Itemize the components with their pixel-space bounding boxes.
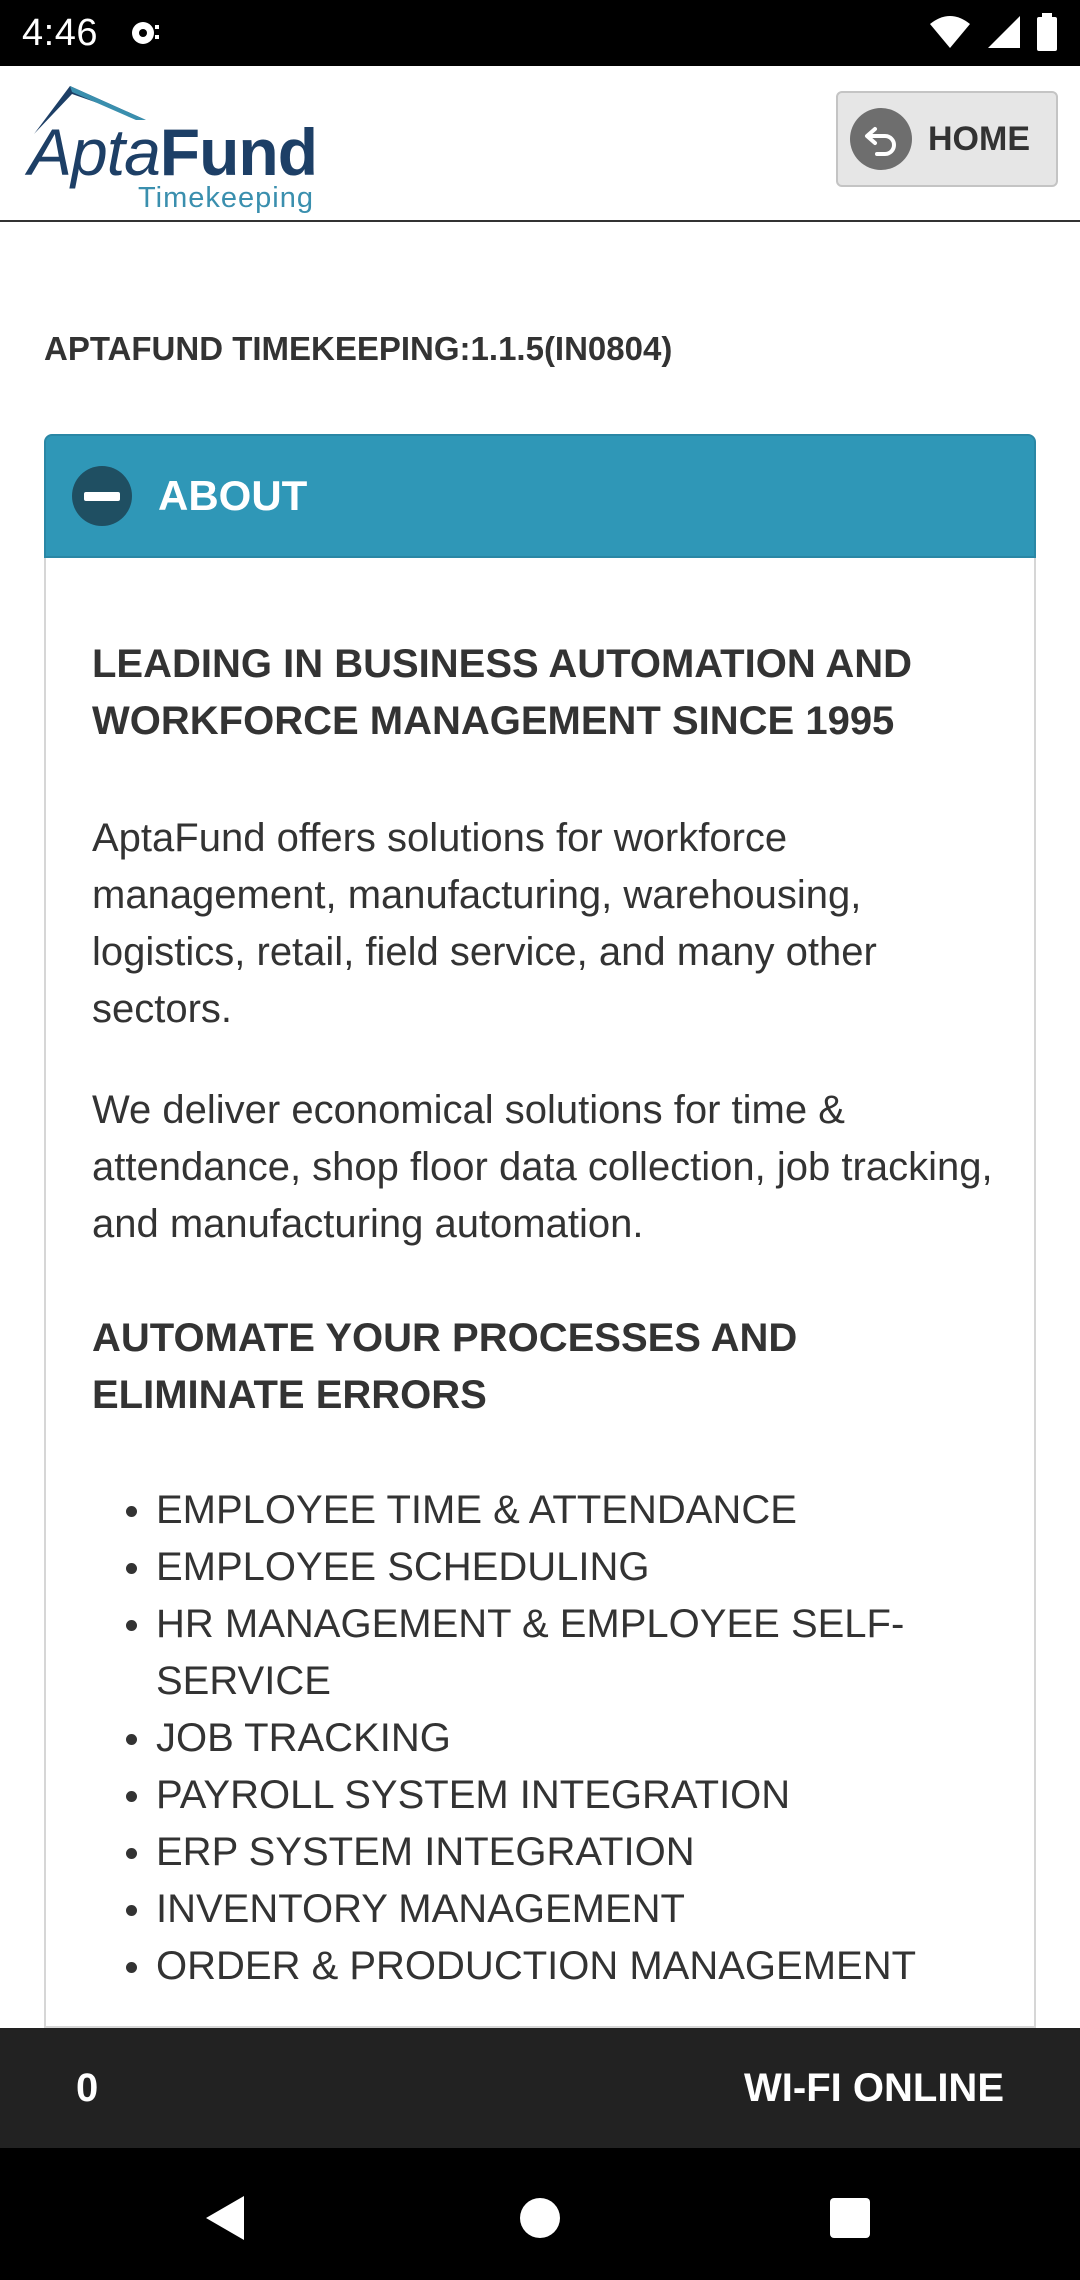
about-heading-automate: AUTOMATE YOUR PROCESSES AND ELIMINATE ERRORS [92, 1316, 798, 1417]
logo-subtitle: Timekeeping [138, 182, 314, 214]
about-panel-header[interactable] [44, 434, 1036, 558]
list-item: HR MANAGEMENT & EMPLOYEE SELF-SERVICE [156, 1596, 1036, 1710]
list-item: ERP SYSTEM INTEGRATION [156, 1824, 1036, 1881]
list-item: ORDER & PRODUCTION MANAGEMENT [156, 1938, 1036, 1995]
back-arrow-icon [850, 108, 912, 170]
signal-icon [986, 14, 1022, 50]
list-item: JOB TRACKING [156, 1710, 1036, 1767]
logo-wordmark: AptaFund [28, 115, 318, 189]
list-item: EMPLOYEE SCHEDULING [156, 1539, 1036, 1596]
about-heading-leading: LEADING IN BUSINESS AUTOMATION AND WORKFORCE MANAGEMENT SINCE 1995 [92, 642, 913, 743]
minus-circle-icon [72, 466, 132, 526]
app-header [0, 66, 1080, 222]
back-icon[interactable] [196, 2188, 256, 2248]
wifi-icon [928, 14, 972, 50]
about-panel-title: ABOUT [158, 472, 308, 519]
notification-app-icon [128, 15, 164, 51]
version-label: APTAFUND TIMEKEEPING:1.1.5(IN0804) [44, 330, 673, 367]
about-panel-body [44, 558, 1036, 2028]
list-item: EMPLOYEE TIME & ATTENDANCE [156, 1482, 1036, 1539]
footer-status-bar [0, 2028, 1080, 2148]
aptafund-logo [26, 76, 336, 216]
status-time: 4:46 [22, 12, 98, 54]
home-button[interactable] [836, 91, 1058, 187]
status-icons [928, 12, 1058, 52]
about-paragraph-deliver: We deliver economical solutions for time & attendance, shop floor data collection, job tracking, and manufacturing automation. [92, 1088, 993, 1246]
recents-icon[interactable] [820, 2188, 880, 2248]
battery-icon [1036, 13, 1058, 51]
status-bar [0, 0, 1080, 66]
pending-count: 0 [76, 2066, 99, 2110]
about-paragraph-offers: AptaFund offers solutions for workforce management, manufacturing, warehousing, logistics, retail, field service, and many other sectors. [92, 816, 877, 1031]
list-item: PAYROLL SYSTEM INTEGRATION [156, 1767, 1036, 1824]
list-item: INVENTORY MANAGEMENT [156, 1881, 1036, 1938]
navigation-bar [0, 2148, 1080, 2280]
home-icon[interactable] [510, 2188, 570, 2248]
feature-list [156, 1482, 1036, 1995]
home-button-label: HOME [928, 119, 1030, 158]
connection-status: WI-FI ONLINE [744, 2066, 1004, 2110]
